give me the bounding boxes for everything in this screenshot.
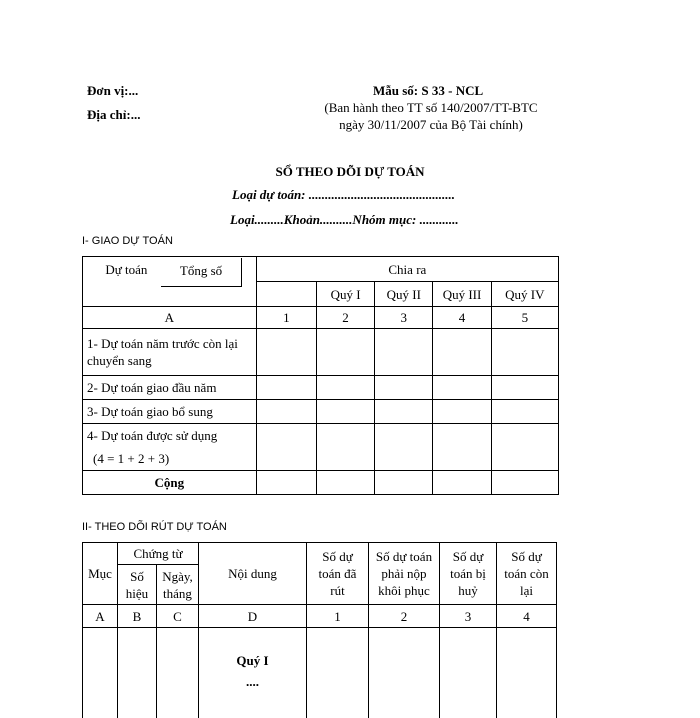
- unit-label: Đơn vị:...: [87, 83, 139, 98]
- issued-line-2: ngày 30/11/2007 của Bộ Tài chính): [339, 117, 523, 132]
- table-row: [83, 376, 559, 400]
- index-3: 3: [375, 307, 433, 329]
- issued-line-1: (Ban hành theo TT số 140/2007/TT-BTC: [324, 100, 538, 115]
- total-label: Cộng: [83, 471, 257, 495]
- header-so-du-toan-da-rut: Số dự toán đã rút: [307, 543, 369, 605]
- header-muc: Mục: [83, 543, 118, 605]
- header-so-du-toan-bi-huy: Số dự toán bị huỷ: [440, 543, 497, 605]
- header-noi-dung: Nội dung: [199, 543, 307, 605]
- quarter-cell: [199, 628, 307, 718]
- index-1: 1: [307, 605, 369, 628]
- header-so-du-toan-con-lai: Số dự toán còn lại: [497, 543, 557, 605]
- section1-heading: I- GIAO DỰ TOÁN: [82, 235, 173, 247]
- classification-line: Loại.........Khoản..........Nhóm mục: ............: [230, 212, 459, 227]
- table-row: [83, 628, 557, 718]
- table-row: [83, 400, 559, 424]
- index-a: A: [83, 605, 118, 628]
- estimate-type-line: Loại dự toán: .............................................: [232, 187, 456, 202]
- header-so-du-toan-phai-nop: Số dự toán phải nộp khôi phục: [369, 543, 440, 605]
- index-a: A: [83, 307, 257, 329]
- index-4: 4: [497, 605, 557, 628]
- index-d: D: [199, 605, 307, 628]
- section2-heading: II- THEO DÕI RÚT DỰ TOÁN: [82, 521, 227, 533]
- page-title: SỔ THEO DÕI DỰ TOÁN: [275, 164, 425, 179]
- header-chung-tu: Chứng từ: [118, 543, 199, 565]
- index-2: 2: [316, 307, 374, 329]
- row-label: 4- Dự toán được sử dụng (4 = 1 + 2 + 3): [83, 424, 257, 471]
- index-3: 3: [440, 605, 497, 628]
- row-label: 3- Dự toán giao bổ sung: [83, 400, 257, 424]
- header-du-toan: Dự toán: [83, 257, 257, 282]
- index-4: 4: [433, 307, 491, 329]
- quarter-ellipsis: ....: [246, 674, 259, 689]
- header-quy-2: Quý II: [375, 282, 433, 307]
- row-label: 1- Dự toán năm trước còn lại chuyển sang: [83, 329, 257, 376]
- header-quarter-spacer: [256, 282, 316, 307]
- address-label: Địa chỉ:...: [87, 107, 141, 122]
- table-row: [83, 424, 559, 471]
- table-row: [83, 471, 559, 495]
- header-quy-3: Quý III: [433, 282, 491, 307]
- table-row: [83, 329, 559, 376]
- header-quy-1: Quý I: [316, 282, 374, 307]
- header-ngay-thang: Ngày, tháng: [157, 565, 199, 605]
- form-number: Mẫu số: S 33 - NCL: [373, 83, 484, 98]
- quarter-label: Quý I: [236, 653, 269, 668]
- index-1: 1: [256, 307, 316, 329]
- index-5: 5: [491, 307, 558, 329]
- budget-allocation-table: [82, 256, 559, 495]
- index-2: 2: [369, 605, 440, 628]
- row-label: 2- Dự toán giao đầu năm: [83, 376, 257, 400]
- index-b: B: [118, 605, 157, 628]
- header-chia-ra: Chia ra: [256, 257, 558, 282]
- header-so-hieu: Số hiệu: [118, 565, 157, 605]
- header-tong-so: Tổng số: [161, 258, 242, 287]
- index-c: C: [157, 605, 199, 628]
- header-quy-4: Quý IV: [491, 282, 558, 307]
- withdrawal-tracking-table: [82, 542, 557, 718]
